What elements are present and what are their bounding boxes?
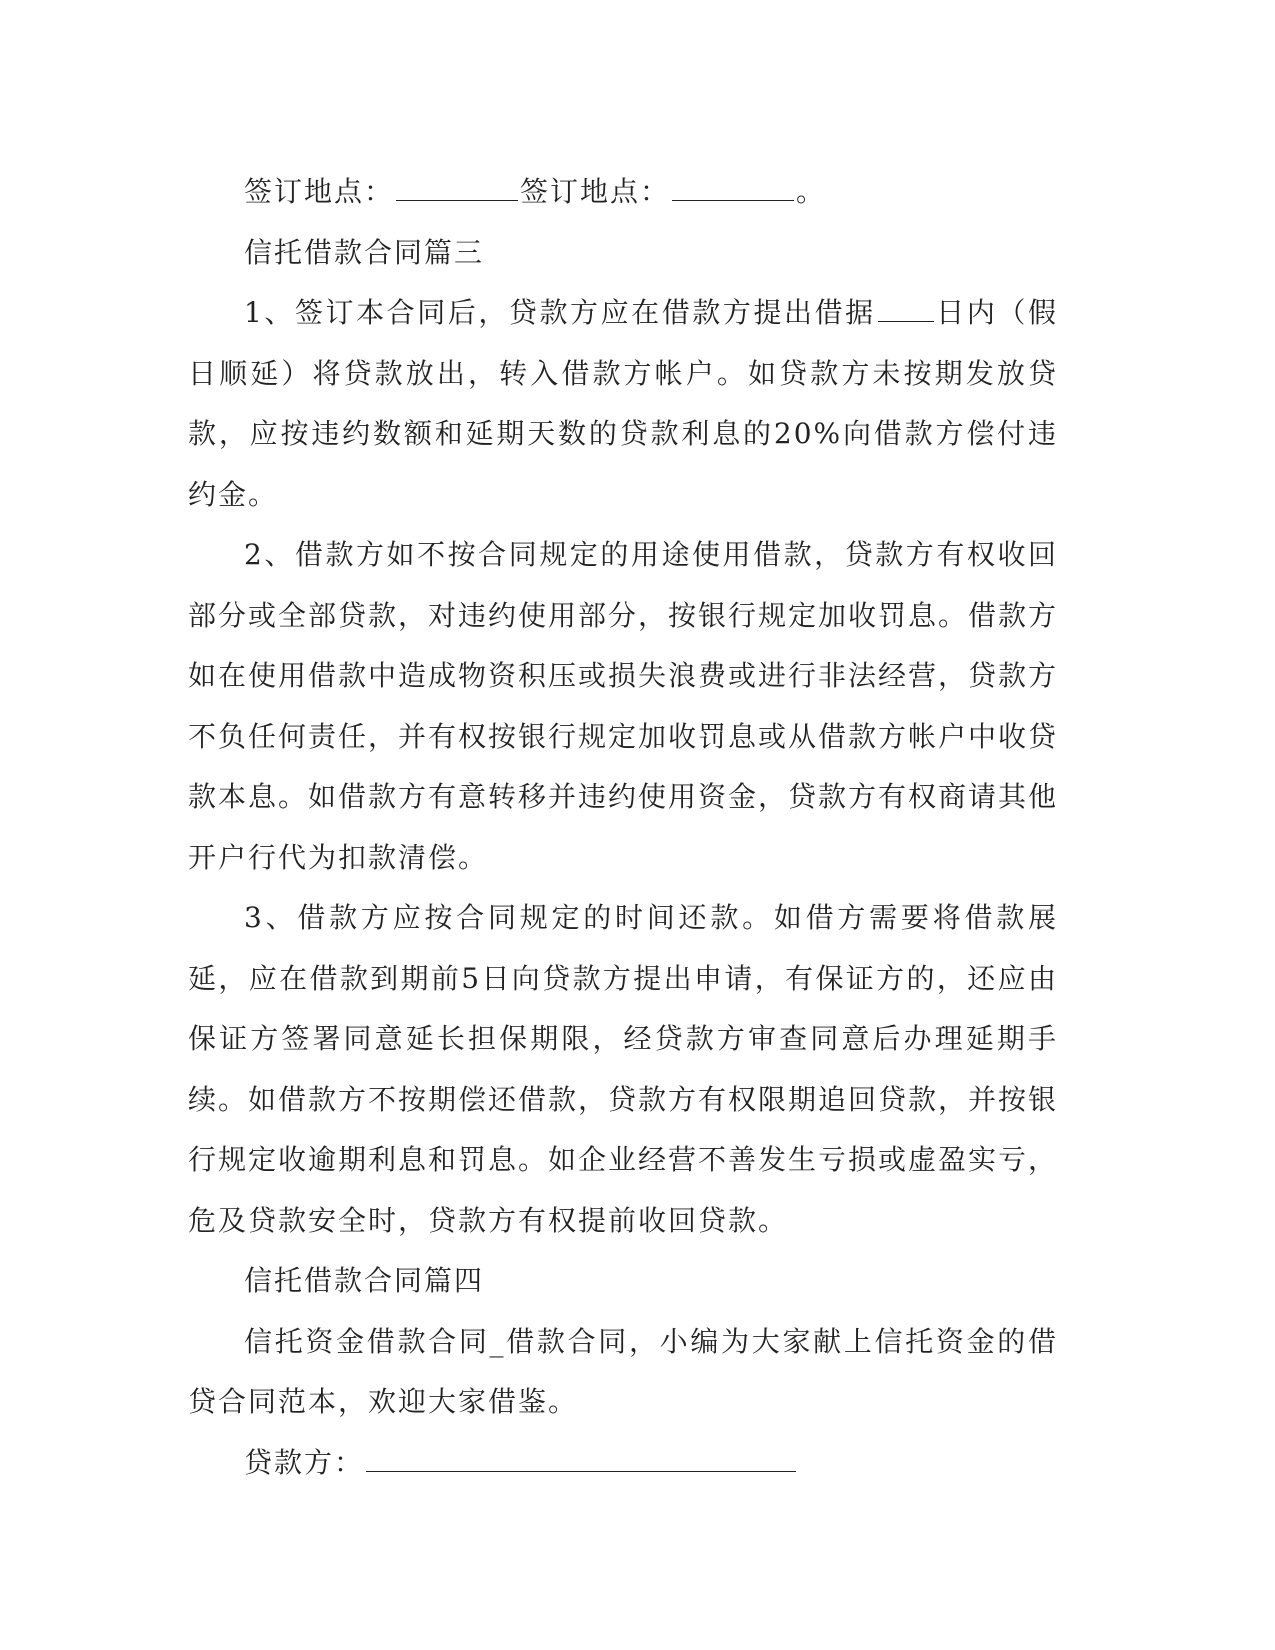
document-body (188, 162, 1058, 1493)
lender-line (188, 1433, 1058, 1494)
clause-1-after-blank: 日内（假日顺延）将贷款放出，转入借款方帐户。如贷款方未按期发放贷款，应按违约数额和延期天数的贷款利息的20%向借款方偿付违约金。 (188, 296, 1058, 511)
intro-paragraph: 信托资金借款合同_借款合同，小编为大家献上信托资金的借贷合同范本，欢迎大家借鉴。 (188, 1324, 1058, 1418)
signing-location-blank-b (672, 171, 794, 201)
clause-3: 3、借款方应按合同规定的时间还款。如借方需要将借款展延，应在借款到期前5日向贷款方提出申请，有保证方的，还应由保证方签署同意延长担保期限，经贷款方审查同意后办理延期手续。如借款方不按期偿还借款，贷款方有权限期追回贷款，并按银行规定收逾期利息和罚息。如企业经营不善发生亏损或虚盈实亏，危及贷款安全时，贷款方有权提前收回贷款。 (188, 901, 1059, 1237)
section-four-heading: 信托借款合同篇四 (244, 1264, 485, 1297)
signing-location-blank-a (396, 171, 518, 201)
clause-1-days-blank (878, 292, 934, 322)
signing-location-label-b: 签订地点： (520, 175, 671, 208)
section-three-heading: 信托借款合同篇三 (244, 235, 485, 269)
clause-2: 2、借款方如不按合同规定的用途使用借款，贷款方有权收回部分或全部贷款，对违约使用部分，按银行规定加收罚息。借款方如在使用借款中造成物资积压或损失浪费或进行非法经营，贷款方不负任何责任，并有权按银行规定加收罚息或从借款方帐户中收贷款本息。如借款方有意转移并违约使用资金，贷款方有权商请其他开户行代为扣款清偿。 (188, 538, 1059, 874)
lender-label: 贷款方： (244, 1445, 365, 1479)
lender-blank (366, 1441, 796, 1471)
clause-1-before-blank: 1、签订本合同后，贷款方应在借款方提出借据 (244, 296, 876, 329)
clause-1 (188, 283, 1058, 525)
signing-location-line (188, 162, 1058, 223)
signing-location-end: 。 (796, 175, 827, 208)
signing-location-label-a: 签订地点： (244, 175, 395, 208)
